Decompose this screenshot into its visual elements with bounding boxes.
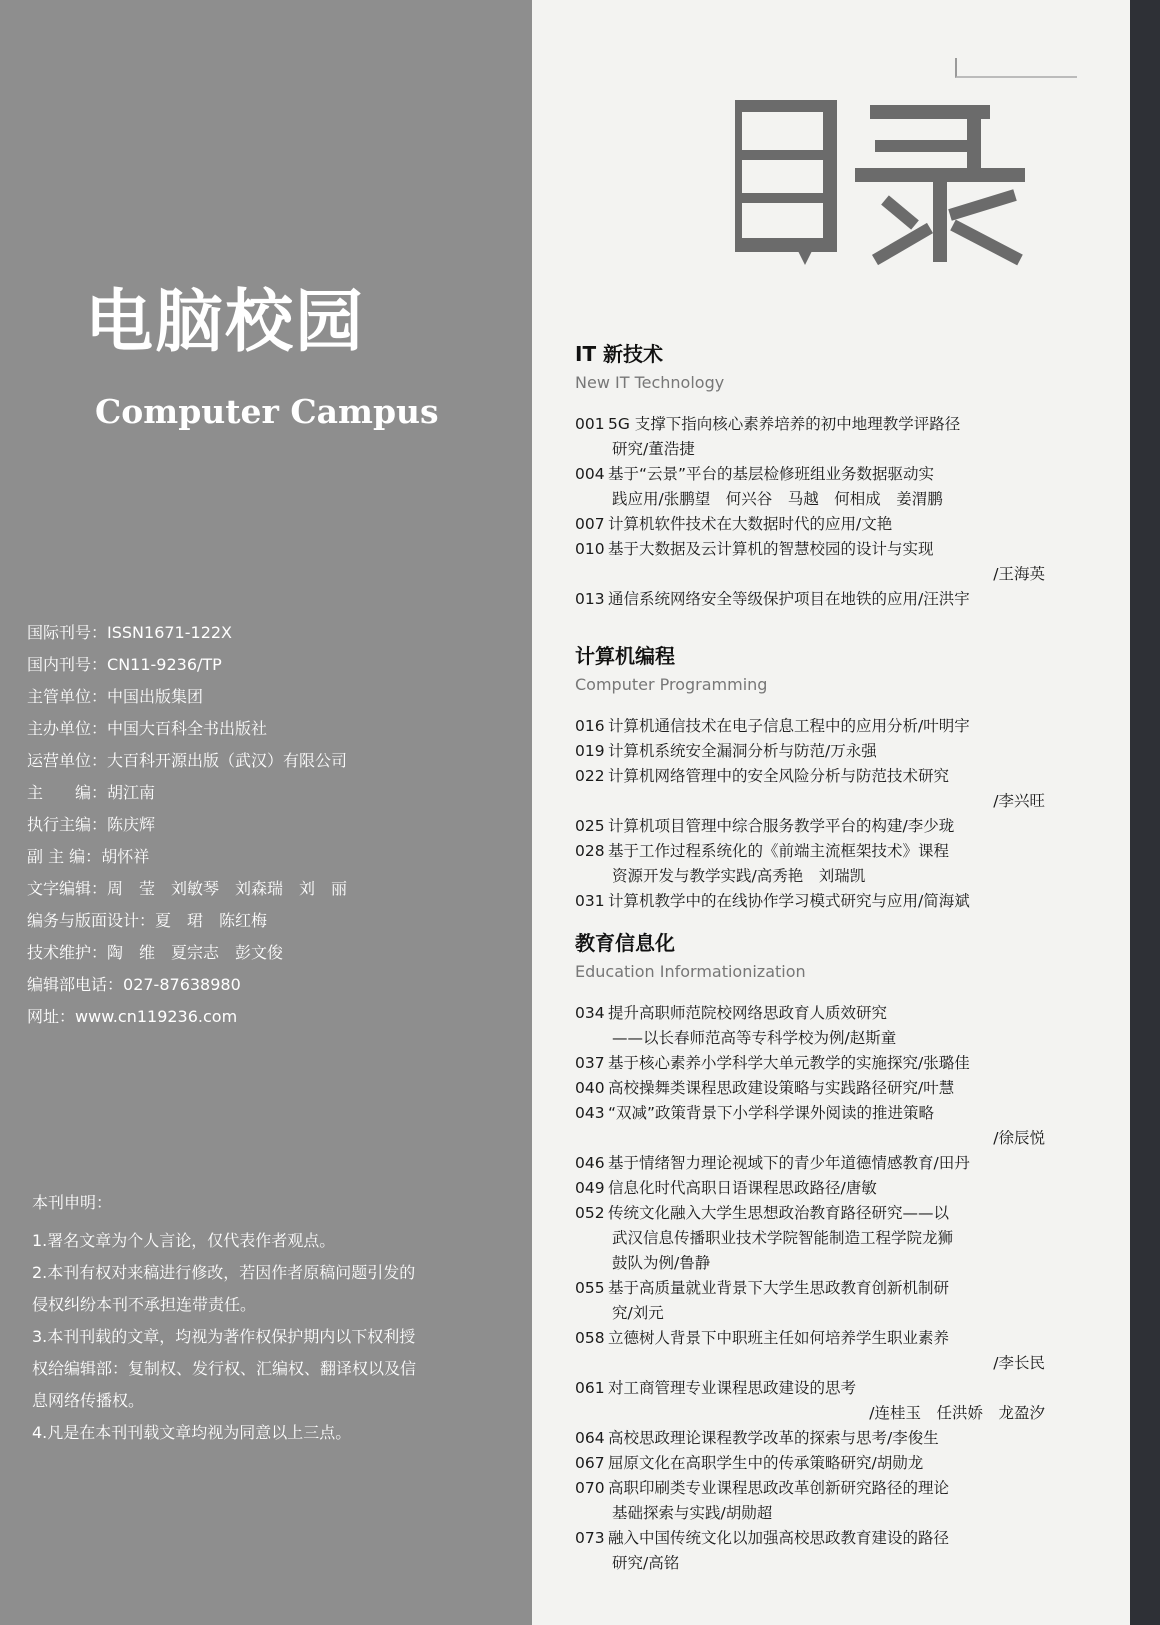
toc-section-computer-programming	[575, 640, 1045, 914]
section-subtitle: Education Informationization	[575, 962, 806, 981]
info-label: 国内刊号：	[27, 655, 108, 674]
page-number: 007	[575, 515, 605, 533]
page-number: 067	[575, 1454, 605, 1472]
entry-title-line: 计算机项目管理中综合服务教学平台的构建/李少珑	[608, 817, 955, 835]
entry-title-line: 鼓队为例/鲁静	[612, 1254, 711, 1272]
toc-entry[interactable]	[575, 714, 1045, 739]
page-number: 019	[575, 742, 605, 760]
page-number: 028	[575, 842, 605, 860]
info-label: 文字编辑：	[27, 879, 108, 898]
entry-title-line: 计算机通信技术在电子信息工程中的应用分析/叶明宇	[608, 717, 970, 735]
page-number: 037	[575, 1054, 605, 1072]
toc-entry[interactable]	[575, 1426, 1045, 1451]
entry-title-line: 计算机网络管理中的安全风险分析与防范技术研究	[608, 767, 950, 785]
entry-title-line: 计算机软件技术在大数据时代的应用/文艳	[608, 515, 893, 533]
entry-title-line: 屈原文化在高职学生中的传承策略研究/胡勋龙	[608, 1454, 924, 1472]
magazine-title: 电脑校园	[85, 283, 366, 362]
page-number: 073	[575, 1529, 605, 1547]
notice-line: 息网络传播权。	[32, 1391, 145, 1410]
toc-entry[interactable]	[575, 1326, 1045, 1376]
info-label: 主 编：	[27, 783, 108, 802]
entry-title-line: 基于情绪智力理论视域下的青少年道德情感教育/田丹	[608, 1154, 970, 1172]
page-number: 040	[575, 1079, 605, 1097]
entry-title-line: 立德树人背景下中职班主任如何培养学生职业素养	[608, 1329, 950, 1347]
magazine-english-title: Computer Campus	[95, 392, 439, 431]
page-number: 013	[575, 590, 605, 608]
entry-title-line: 践应用/张鹏望 何兴谷 马越 何相成 姜渭鹏	[612, 490, 943, 508]
info-value: 027-87638980	[123, 975, 241, 994]
info-label: 编务与版面设计：	[27, 911, 156, 930]
page-number: 001	[575, 415, 605, 433]
entry-title-line: 基于工作过程系统化的《前端主流框架技术》课程	[608, 842, 950, 860]
toc-section-education-informationization	[575, 927, 1045, 1576]
info-value: 中国大百科全书出版社	[107, 719, 268, 738]
toc-entry[interactable]	[575, 889, 1045, 914]
notice-line: 权给编辑部：复制权、发行权、汇编权、翻译权以及信	[32, 1359, 417, 1378]
toc-entry[interactable]	[575, 1476, 1045, 1526]
toc-section-it-new-tech	[575, 338, 1045, 612]
info-label: 主管单位：	[27, 687, 108, 706]
toc-entry[interactable]	[575, 1151, 1045, 1176]
info-row	[27, 873, 507, 905]
entry-title-line: 传统文化融入大学生思想政治教育路径研究——以	[608, 1204, 950, 1222]
toc-entry[interactable]	[575, 587, 1045, 612]
page-number: 043	[575, 1104, 605, 1122]
info-label: 编辑部电话：	[27, 975, 124, 994]
info-label: 副 主 编：	[27, 847, 102, 866]
toc-entry[interactable]	[575, 1526, 1045, 1576]
cover-left-panel	[0, 0, 540, 1625]
info-row	[27, 1001, 507, 1033]
page-number: 025	[575, 817, 605, 835]
section-title: 教育信息化	[575, 931, 675, 955]
info-value: CN11-9236/TP	[107, 655, 222, 674]
info-row	[27, 745, 507, 777]
entry-title-line: 计算机教学中的在线协作学习模式研究与应用/简海斌	[608, 892, 970, 910]
info-row	[27, 649, 507, 681]
info-row	[27, 713, 507, 745]
entry-title-line: 资源开发与教学实践/高秀艳 刘瑞凯	[612, 867, 866, 885]
publication-notice	[32, 1190, 492, 1449]
page-number: 022	[575, 767, 605, 785]
toc-entry[interactable]	[575, 1451, 1045, 1476]
section-title: IT 新技术	[575, 342, 664, 366]
page-number: 070	[575, 1479, 605, 1497]
notice-line: 3.本刊刊载的文章，均视为著作权保护期内以下权利授	[32, 1327, 416, 1346]
info-row	[27, 617, 507, 649]
toc-heading-logo	[735, 100, 1035, 270]
page-number: 004	[575, 465, 605, 483]
info-value: 大百科开源出版（武汉）有限公司	[107, 751, 348, 770]
info-row	[27, 841, 507, 873]
toc-heading-text: 目录	[735, 100, 737, 101]
toc-entry[interactable]	[575, 537, 1045, 587]
page-number: 052	[575, 1204, 605, 1222]
entry-title-line: 信息化时代高职日语课程思政路径/唐敏	[608, 1179, 877, 1197]
entry-title-line: 究/刘元	[612, 1304, 664, 1322]
toc-entry[interactable]	[575, 462, 1045, 512]
toc-entry[interactable]	[575, 1376, 1045, 1426]
entry-title-line: “双减”政策背景下小学科学课外阅读的推进策略	[608, 1104, 935, 1122]
entry-author: /李长民	[993, 1354, 1045, 1372]
info-label: 网址：	[27, 1007, 76, 1026]
notice-line: 1.署名文章为个人言论，仅代表作者观点。	[32, 1231, 336, 1250]
entry-title-line: 基于高质量就业背景下大学生思政教育创新机制研	[608, 1279, 950, 1297]
toc-entry[interactable]	[575, 1001, 1045, 1051]
entry-title-line: 对工商管理专业课程思政建设的思考	[608, 1379, 857, 1397]
page-number: 010	[575, 540, 605, 558]
page-number: 064	[575, 1429, 605, 1447]
toc-entry[interactable]	[575, 764, 1045, 814]
info-value: www.cn119236.com	[75, 1007, 238, 1026]
entry-author: /王海英	[993, 565, 1045, 583]
info-value: 夏 珺 陈红梅	[155, 911, 268, 930]
page-edge	[1130, 0, 1160, 1625]
entry-author: /李兴旺	[993, 792, 1045, 810]
notice-title: 本刊申明：	[32, 1193, 113, 1212]
page-number: 058	[575, 1329, 605, 1347]
entry-title-line: 基础探索与实践/胡勋超	[612, 1504, 773, 1522]
entry-title-line: 基于核心素养小学科学大单元教学的实施探究/张璐佳	[608, 1054, 970, 1072]
info-label: 执行主编：	[27, 815, 108, 834]
page-number: 061	[575, 1379, 605, 1397]
section-subtitle: Computer Programming	[575, 675, 768, 694]
toc-entry[interactable]	[575, 1101, 1045, 1151]
page-number: 034	[575, 1004, 605, 1022]
toc-entry[interactable]	[575, 512, 1045, 537]
toc-entry[interactable]	[575, 1051, 1045, 1076]
entry-title-line: 基于大数据及云计算机的智慧校园的设计与实现	[608, 540, 934, 558]
entry-title-line: 研究/高铭	[612, 1554, 680, 1572]
entry-title-line: ——以长春师范高等专科学校为例/赵斯童	[612, 1029, 897, 1047]
info-value: 胡江南	[107, 783, 156, 802]
entry-author: /徐辰悦	[993, 1129, 1045, 1147]
info-label: 国际刊号：	[27, 623, 108, 642]
page-number: 016	[575, 717, 605, 735]
entry-title-line: 高校思政理论课程教学改革的探索与思考/李俊生	[608, 1429, 939, 1447]
entry-title-line: 提升高职师范院校网络思政育人质效研究	[608, 1004, 888, 1022]
info-label: 主办单位：	[27, 719, 108, 738]
toc-entry[interactable]	[575, 814, 1045, 839]
page-number: 049	[575, 1179, 605, 1197]
info-row	[27, 681, 507, 713]
info-row	[27, 905, 507, 937]
entry-author: /连桂玉 任洪娇 龙盈汐	[869, 1404, 1045, 1422]
toc-entry[interactable]	[575, 1201, 1045, 1276]
info-row	[27, 937, 507, 969]
entry-title-line: 融入中国传统文化以加强高校思政教育建设的路径	[608, 1529, 950, 1547]
page-number: 055	[575, 1279, 605, 1297]
header-rule	[955, 58, 1077, 78]
info-value: 中国出版集团	[107, 687, 204, 706]
info-row	[27, 809, 507, 841]
info-row	[27, 969, 507, 1001]
section-subtitle: New IT Technology	[575, 373, 725, 392]
publication-info	[27, 617, 507, 1033]
toc-entry[interactable]	[575, 1276, 1045, 1326]
entry-title-line: 5G 支撑下指向核心素养培养的初中地理教学评路径	[608, 415, 961, 433]
info-label: 运营单位：	[27, 751, 108, 770]
entry-title-line: 高职印刷类专业课程思政改革创新研究路径的理论	[608, 1479, 950, 1497]
info-value: 陈庆辉	[107, 815, 156, 834]
entry-title-line: 计算机系统安全漏洞分析与防范/万永强	[608, 742, 877, 760]
info-value: 周 莹 刘敏琴 刘森瑞 刘 丽	[107, 879, 348, 898]
notice-line: 2.本刊有权对来稿进行修改，若因作者原稿问题引发的	[32, 1263, 416, 1282]
notice-line: 侵权纠纷本刊不承担连带责任。	[32, 1295, 257, 1314]
page-number: 031	[575, 892, 605, 910]
info-value: 陶 维 夏宗志 彭文俊	[107, 943, 284, 962]
info-label: 技术维护：	[27, 943, 108, 962]
page-number: 046	[575, 1154, 605, 1172]
entry-title-line: 研究/董浩捷	[612, 440, 695, 458]
entry-title-line: 高校操舞类课程思政建设策略与实践路径研究/叶慧	[608, 1079, 955, 1097]
notice-line: 4.凡是在本刊刊载文章均视为同意以上三点。	[32, 1423, 352, 1442]
toc-entry[interactable]	[575, 1076, 1045, 1101]
info-value: 胡怀祥	[101, 847, 150, 866]
section-title: 计算机编程	[575, 644, 675, 668]
toc-entry[interactable]	[575, 412, 1045, 462]
entry-title-line: 基于“云景”平台的基层检修班组业务数据驱动实	[608, 465, 935, 483]
toc-entry[interactable]	[575, 1176, 1045, 1201]
entry-title-line: 武汉信息传播职业技术学院智能制造工程学院龙狮	[612, 1229, 954, 1247]
entry-title-line: 通信系统网络安全等级保护项目在地铁的应用/汪洪宇	[608, 590, 970, 608]
info-row	[27, 777, 507, 809]
info-value: ISSN1671-122X	[107, 623, 233, 642]
toc-entry[interactable]	[575, 839, 1045, 889]
toc-entry[interactable]	[575, 739, 1045, 764]
